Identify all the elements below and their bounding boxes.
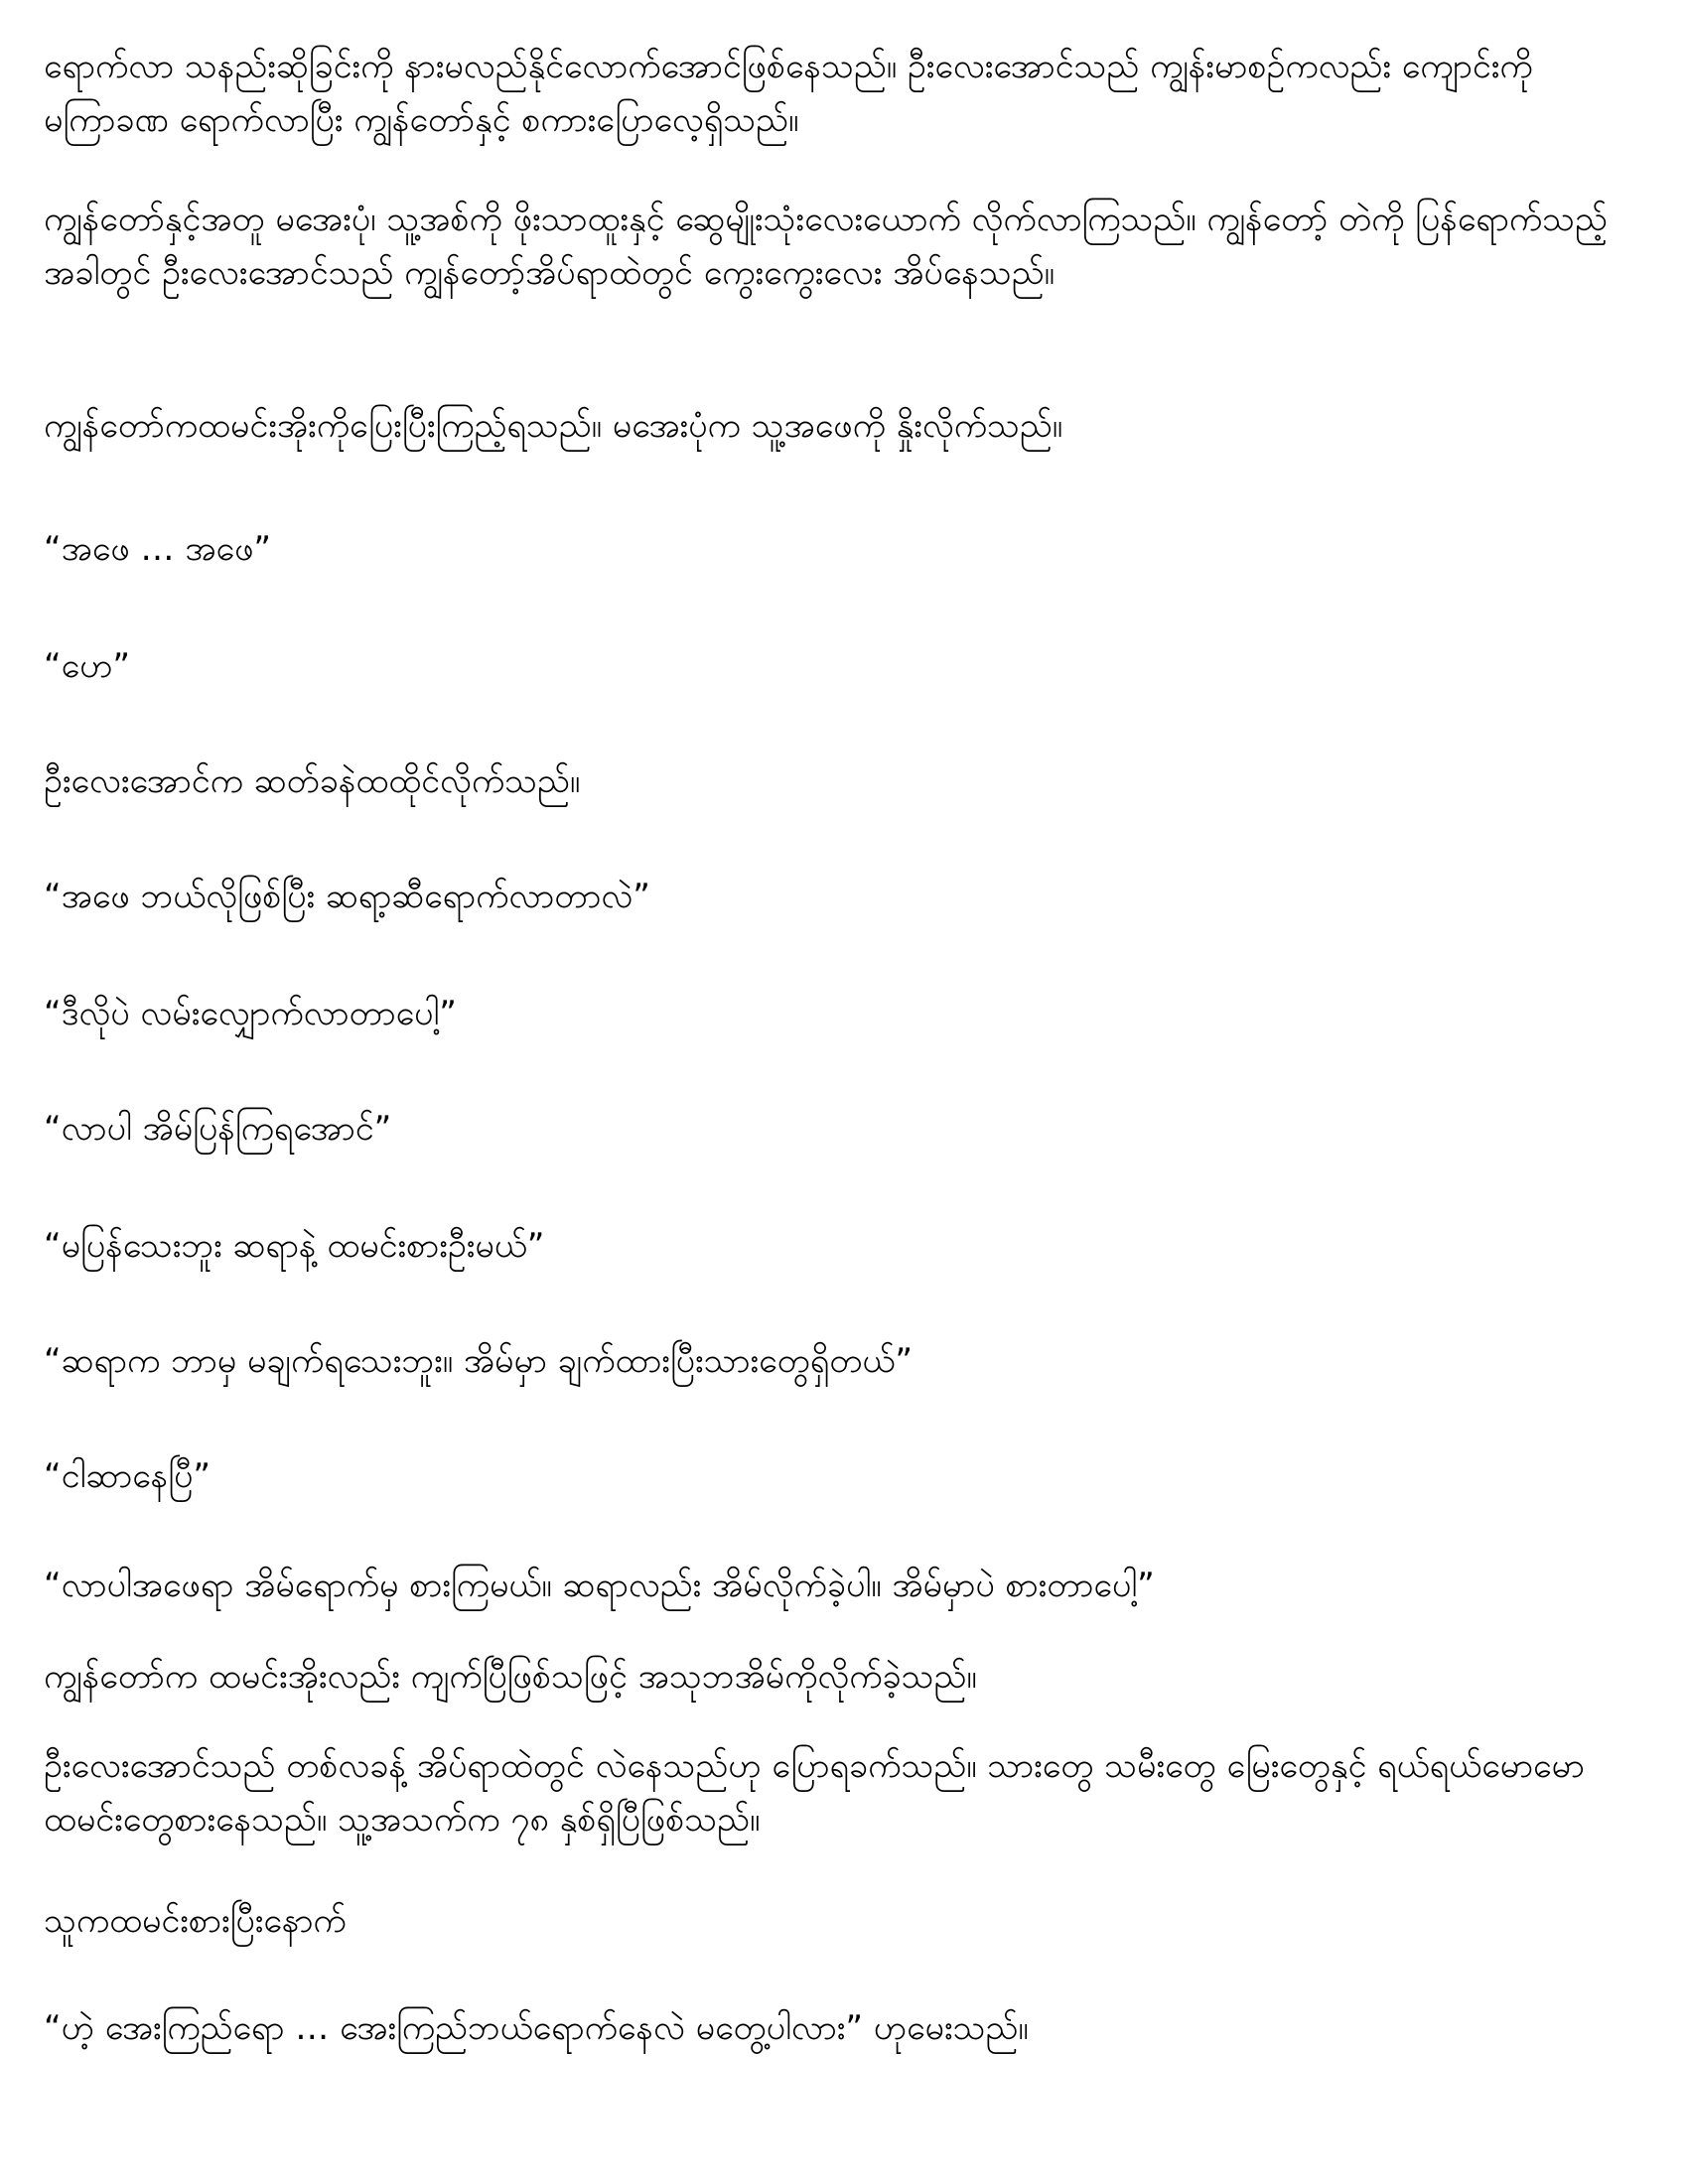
- paragraph-5: ကျွန်တော်က ထမင်းအိုးလည်း ကျက်ပြီဖြစ်သဖြင့် အသုဘအိမ်ကိုလိုက်ခဲ့သည်။: [44, 1657, 977, 1697]
- paragraph-6: ဦးလေးအောင်သည် တစ်လခန့် အိပ်ရာထဲတွင် လဲနေသည်ဟု ပြောရခက်သည်။ သားတွေ သမီးတွေ မြေးတွေနှင့် ရယ်ရယ်မောမော ထမင်းတွေစားနေသည်။ သူ့အသက်က ၇၈ နှစ်ရှိပြီဖြစ်သည်။: [44, 1746, 1585, 1840]
- dialogue-answer: “ဒီလိုပဲ လမ်းလျှောက်လာတာပေါ့”: [44, 994, 457, 1033]
- dialogue-hey: “ဟေ”: [44, 646, 130, 686]
- dialogue-where-is: “ဟဲ့ အေးကြည်ရော … အေးကြည်ဘယ်ရောက်နေလဲ မတွေ့ပါလား” ဟုမေးသည်။: [44, 2008, 1029, 2048]
- paragraph-3: ကျွန်တော်ကထမင်းအိုးကိုပြေးပြီးကြည့်ရသည်။ မအေးပုံက သူ့အဖေကို နှိုးလိုက်သည်။: [44, 406, 1063, 446]
- dialogue-not-cooked: “ဆရာက ဘာမှ မချက်ရသေးဘူး။ အိမ်မှာ ချက်ထားပြီးသားတွေရှိတယ်”: [44, 1341, 913, 1381]
- paragraph-4: ဦးလေးအောင်က ဆတ်ခနဲထထိုင်လိုက်သည်။: [44, 761, 581, 801]
- paragraph-1: ရောက်လာ သနည်းဆိုခြင်းကို နားမလည်နိုင်လောက်အောင်ဖြစ်နေသည်။ ဦးလေးအောင်သည် ကျွန်းမာစဉ်ကလည်း ကျောင်းကိုမကြာခဏ ရောက်လာပြီး ကျွန်တော်နှင့် စကားပြောလေ့ရှိသည်။: [44, 47, 1533, 140]
- paragraph-2: ကျွန်တော်နှင့်အတူ မအေးပုံ၊ သူ့အစ်ကို ဖိုးသာထူးနှင့် ဆွေမျိုးသုံးလေးယောက် လိုက်လာကြသည်။ ကျွန်တော့် တဲကို ပြန်ရောက်သည့် အခါတွင် ဦးလေးအောင်သည် ကျွန်တော့်အိပ်ရာထဲတွင် ကွေးကွေးလေး အိပ်နေသည်။: [44, 200, 1608, 293]
- dialogue-go-home: “လာပါ အိမ်ပြန်ကြရအောင်”: [44, 1109, 392, 1149]
- dialogue-hungry: “ငါဆာနေပြီ”: [44, 1456, 211, 1496]
- dialogue-not-yet: “မပြန်သေးဘူး ဆရာနဲ့ ထမင်းစားဦးမယ်”: [44, 1226, 545, 1266]
- paragraph-7: သူကထမင်းစားပြီးနောက်: [44, 1901, 347, 1941]
- dialogue-come-eat: “လာပါအဖေရာ အိမ်ရောက်မှ စားကြမယ်။ ဆရာလည်း အိမ်လိုက်ခဲ့ပါ။ အိမ်မှာပဲ စားတာပေါ့”: [44, 1566, 1155, 1605]
- dialogue-question: “အဖေ ဘယ်လိုဖြစ်ပြီး ဆရာ့ဆီရောက်လာတာလဲ”: [44, 877, 650, 916]
- dialogue-father-call: “အဖေ … အဖေ”: [44, 529, 272, 569]
